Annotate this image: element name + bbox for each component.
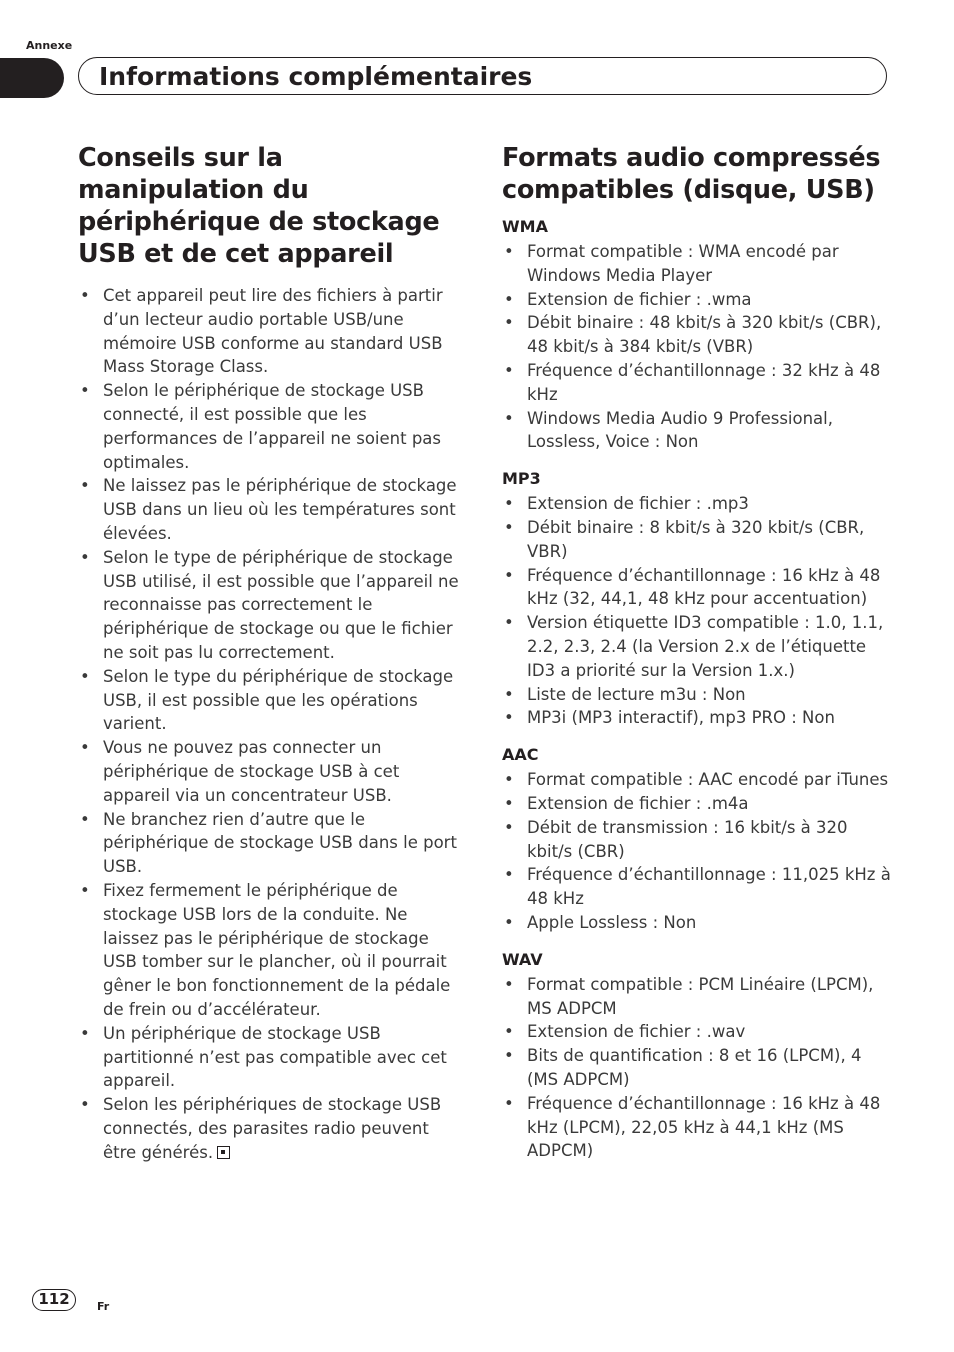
format-spec-list xyxy=(502,492,892,730)
list-item: • Débit de transmission : 16 kbit/s à 320 kbit/s (CBR) xyxy=(502,816,892,864)
format-heading: WMA xyxy=(502,217,548,236)
format-spec-list xyxy=(502,240,892,454)
format-heading: MP3 xyxy=(502,469,541,489)
list-item: • Selon le type de périphérique de stockage USB utilisé, il est possible que l’appareil ne reconnaisse pas correctement le périphérique de stockage ou que le fichier ne soit pas lu correctement. xyxy=(78,546,464,665)
format-section-aac xyxy=(502,744,892,935)
list-item: • Un périphérique de stockage USB partitionné n’est pas compatible avec cet appareil. xyxy=(78,1022,464,1093)
format-spec-list xyxy=(502,973,892,1163)
list-item: • Apple Lossless : Non xyxy=(502,911,892,935)
format-spec-list xyxy=(502,768,892,935)
language-label: Fr xyxy=(97,1300,110,1313)
list-item xyxy=(78,1093,464,1164)
list-item: • Extension de fichier : .wav xyxy=(502,1020,892,1044)
right-column xyxy=(502,142,892,1177)
list-item: • Version étiquette ID3 compatible : 1.0, 1.1, 2.2, 2.3, 2.4 (la Version 2.x de l’étiquette ID3 a priorité sur la Version 1.x.) xyxy=(502,611,892,682)
list-item: • Liste de lecture m3u : Non xyxy=(502,683,892,707)
list-item: • Débit binaire : 48 kbit/s à 320 kbit/s (CBR), 48 kbit/s à 384 kbit/s (VBR) xyxy=(502,311,892,359)
list-item: • Windows Media Audio 9 Professional, Lossless, Voice : Non xyxy=(502,407,892,455)
black-tab-marker xyxy=(0,58,64,98)
left-column xyxy=(78,142,464,1164)
list-item: • Extension de fichier : .wma xyxy=(502,288,892,312)
page-number: 112 xyxy=(32,1289,76,1311)
end-of-section-icon xyxy=(217,1146,230,1159)
list-item: • MP3i (MP3 interactif), mp3 PRO : Non xyxy=(502,706,892,730)
list-item: • Fréquence d’échantillonnage : 16 kHz à 48 kHz (LPCM), 22,05 kHz à 44,1 kHz (MS ADPCM) xyxy=(502,1092,892,1163)
format-heading: WAV xyxy=(502,949,543,969)
list-item: • Selon le type du périphérique de stockage USB, il est possible que les opérations varient. xyxy=(78,665,464,736)
list-item: • Format compatible : AAC encodé par iTunes xyxy=(502,768,892,792)
list-item: • Format compatible : PCM Linéaire (LPCM), MS ADPCM xyxy=(502,973,892,1021)
banner-title: Informations complémentaires xyxy=(99,62,533,91)
usb-tips-list xyxy=(78,284,464,1164)
list-item: • Selon le périphérique de stockage USB connecté, il est possible que les performances de l’appareil ne soient pas optimales. xyxy=(78,379,464,474)
list-item-text: Selon les périphériques de stockage USB connectés, des parasites radio peuvent être générés. xyxy=(103,1095,442,1162)
format-section-wma xyxy=(502,216,892,454)
list-item: • Ne laissez pas le périphérique de stockage USB dans un lieu où les températures sont élevées. xyxy=(78,474,464,545)
list-item: • Vous ne pouvez pas connecter un périphérique de stockage USB à cet appareil via un concentrateur USB. xyxy=(78,736,464,807)
list-item: • Fréquence d’échantillonnage : 11,025 kHz à 48 kHz xyxy=(502,863,892,911)
list-item: • Fixez fermement le périphérique de stockage USB lors de la conduite. Ne laissez pas le périphérique de stockage USB tomber sur le plancher, où il pourrait gêner le bon fonctionnement de la pédale de frein ou d’accélérateur. xyxy=(78,879,464,1022)
right-section-title: Formats audio compressés compatibles (disque, USB) xyxy=(502,143,881,205)
section-label: Annexe xyxy=(26,39,73,52)
format-heading: AAC xyxy=(502,745,539,765)
list-item: • Ne branchez rien d’autre que le périphérique de stockage USB dans le port USB. xyxy=(78,808,464,879)
list-item: • Cet appareil peut lire des fichiers à partir d’un lecteur audio portable USB/une mémoire USB conforme au standard USB Mass Storage Class. xyxy=(78,284,464,379)
list-item: • Extension de fichier : .mp3 xyxy=(502,492,892,516)
left-section-title: Conseils sur la manipulation du périphérique de stockage USB et de cet appareil xyxy=(78,143,440,269)
list-item: • Format compatible : WMA encodé par Windows Media Player xyxy=(502,240,892,288)
list-item: • Fréquence d’échantillonnage : 32 kHz à 48 kHz xyxy=(502,359,892,407)
chapter-banner xyxy=(78,57,887,95)
list-item: • Bits de quantification : 8 et 16 (LPCM), 4 (MS ADPCM) xyxy=(502,1044,892,1092)
list-item: • Extension de fichier : .m4a xyxy=(502,792,892,816)
format-section-mp3 xyxy=(502,468,892,730)
list-item: • Fréquence d’échantillonnage : 16 kHz à 48 kHz (32, 44,1, 48 kHz pour accentuation) xyxy=(502,564,892,612)
format-section-wav xyxy=(502,949,892,1163)
list-item: • Débit binaire : 8 kbit/s à 320 kbit/s (CBR, VBR) xyxy=(502,516,892,564)
